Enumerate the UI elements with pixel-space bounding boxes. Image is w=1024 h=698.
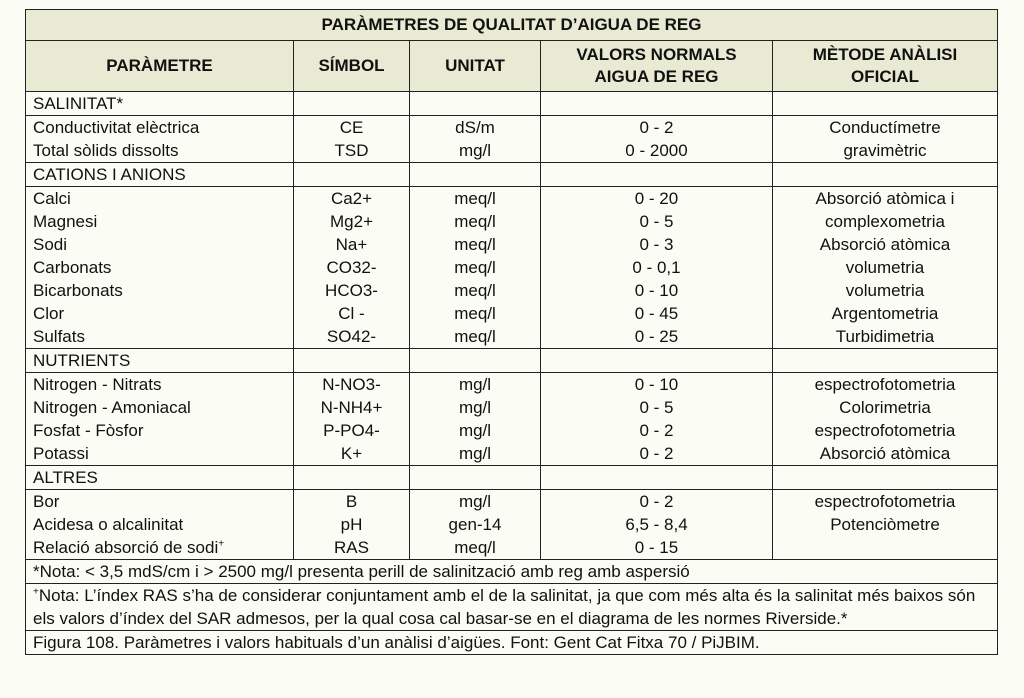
column-simbol: [294, 373, 410, 466]
group-empty-cell: [773, 349, 998, 373]
cell-parametre-text: Carbonats: [33, 258, 112, 277]
cell-valors: [548, 513, 765, 536]
cell-simbol: [301, 210, 402, 233]
cell-parametre-text: Magnesi: [33, 212, 98, 231]
cell-unitat-text: mg/l: [458, 398, 492, 417]
caption-row: [26, 631, 998, 655]
group-empty-cell: [773, 163, 998, 187]
cell-parametre-text: Bicarbonats: [33, 281, 123, 300]
cell-parametre: [33, 373, 286, 396]
cell-unitat: [417, 490, 533, 513]
cell-valors-text: 0 - 5: [639, 398, 674, 417]
cell-unitat-text: meq/l: [454, 235, 496, 254]
cell-unitat-text: mg/l: [458, 141, 492, 160]
cell-simbol-text: RAS: [334, 538, 369, 557]
cell-valors: [548, 396, 765, 419]
cell-simbol-text: CE: [339, 118, 364, 137]
cell-valors: [548, 442, 765, 465]
cell-valors-text: 0 - 2: [639, 421, 674, 440]
cell-valors: [548, 373, 765, 396]
cell-simbol: [301, 513, 402, 536]
cell-valors: [548, 210, 765, 233]
column-simbol: [294, 187, 410, 349]
note-2-text: Nota: L’índex RAS s’ha de considerar conjuntament amb el de la salinitat, ja que com més alta és la salinitat més baixos són els valors d’índex del SAR admesos, per la qual cosa cal basar-se en el diagrama de les normes Riverside.*: [33, 586, 976, 628]
cell-simbol-text: CO32-: [326, 258, 377, 277]
cell-metode-text: volumetria: [845, 258, 925, 277]
cell-valors-text: 0 - 25: [634, 327, 679, 346]
column-unitat: [410, 116, 541, 163]
column-simbol: [294, 490, 410, 560]
group-empty-cell: [773, 92, 998, 116]
cell-valors-text: 0 - 2: [639, 118, 674, 137]
cell-unitat: [417, 373, 533, 396]
water-quality-table: [25, 9, 998, 655]
group-header-row: [26, 92, 998, 116]
cell-metode: [780, 396, 990, 419]
group-empty-cell: [410, 466, 541, 490]
column-valors: [541, 373, 773, 466]
cell-metode-text: complexometria: [825, 212, 945, 231]
cell-metode: [780, 256, 990, 279]
cell-metode: [780, 302, 990, 325]
cell-simbol: [301, 302, 402, 325]
cell-metode-text: Absorció atòmica: [819, 444, 951, 463]
figure-caption: Figura 108. Paràmetres i valors habituals d’un anàlisi d’aigües. Font: Gent Cat Fitxa 70 / PiJBIM.: [26, 631, 998, 655]
cell-metode: [780, 139, 990, 162]
header-metode-line1: MÈTODE ANÀLISI: [812, 45, 958, 64]
note-2-marker: +: [33, 586, 39, 598]
cell-unitat-text: mg/l: [458, 375, 492, 394]
cell-metode-text: Turbidimetria: [835, 327, 935, 346]
cell-metode: [780, 419, 990, 442]
cell-simbol: [301, 139, 402, 162]
group-header-row: [26, 349, 998, 373]
cell-valors: [548, 279, 765, 302]
cell-valors: [548, 256, 765, 279]
cell-metode-text: Absorció atòmica: [819, 235, 951, 254]
column-metode: [773, 187, 998, 349]
cell-parametre-text: Sodi: [33, 235, 68, 254]
cell-parametre-text: Calci: [33, 189, 71, 208]
cell-metode-text: espectrofotometria: [814, 421, 956, 440]
cell-simbol-text: K+: [340, 444, 363, 463]
cell-unitat-text: mg/l: [458, 444, 492, 463]
note-2: [26, 584, 998, 631]
cell-parametre: [33, 210, 286, 233]
cell-unitat: [417, 210, 533, 233]
note-row-1: [26, 560, 998, 584]
cell-valors: [548, 490, 765, 513]
note-row-2: [26, 584, 998, 631]
group-empty-cell: [410, 163, 541, 187]
cell-metode-text: gravimètric: [843, 141, 927, 160]
group-empty-cell: [294, 466, 410, 490]
cell-unitat: [417, 442, 533, 465]
column-unitat: [410, 373, 541, 466]
cell-unitat-text: gen-14: [448, 515, 502, 534]
cell-valors: [548, 139, 765, 162]
column-parametre: [26, 373, 294, 466]
table-title-row: [26, 10, 998, 41]
cell-unitat: [417, 536, 533, 559]
column-metode: [773, 373, 998, 466]
column-unitat: [410, 490, 541, 560]
note-1: *Nota: < 3,5 mdS/cm i > 2500 mg/l presenta perill de salinització amb reg amb aspersió: [26, 560, 998, 584]
group-empty-cell: [294, 92, 410, 116]
cell-metode: [780, 210, 990, 233]
cell-simbol: [301, 279, 402, 302]
cell-parametre: [33, 187, 286, 210]
cell-simbol: [301, 256, 402, 279]
cell-metode: [780, 373, 990, 396]
cell-unitat: [417, 139, 533, 162]
table-title: PARÀMETRES DE QUALITAT D’AIGUA DE REG: [26, 10, 998, 41]
cell-unitat-text: meq/l: [454, 304, 496, 323]
cell-simbol-text: HCO3-: [325, 281, 378, 300]
cell-valors-text: 6,5 - 8,4: [625, 515, 688, 534]
cell-valors-text: 0 - 20: [634, 189, 679, 208]
cell-simbol: [301, 187, 402, 210]
footnote-marker: +: [218, 538, 225, 550]
group-data-row: [26, 490, 998, 560]
cell-unitat: [417, 233, 533, 256]
group-header-row: [26, 163, 998, 187]
cell-simbol-text: pH: [340, 515, 363, 534]
cell-parametre: [33, 442, 286, 465]
cell-simbol-text: N-NH4+: [320, 398, 383, 417]
cell-parametre: [33, 490, 286, 513]
cell-valors-text: 0 - 5: [639, 212, 674, 231]
cell-unitat: [417, 419, 533, 442]
cell-metode-text: Absorció atòmica i: [815, 189, 955, 208]
cell-metode: [780, 490, 990, 513]
cell-unitat: [417, 396, 533, 419]
cell-simbol: [301, 373, 402, 396]
cell-valors-text: 0 - 2: [639, 492, 674, 511]
group-header-row: [26, 466, 998, 490]
header-valors: [541, 41, 773, 92]
header-unitat: UNITAT: [410, 41, 541, 92]
header-simbol: SÍMBOL: [294, 41, 410, 92]
cell-parametre-text: Acidesa o alcalinitat: [33, 515, 184, 534]
column-metode: [773, 116, 998, 163]
cell-unitat-text: meq/l: [454, 281, 496, 300]
group-empty-cell: [294, 163, 410, 187]
group-empty-cell: [773, 466, 998, 490]
cell-parametre: [33, 233, 286, 256]
cell-parametre: [33, 513, 286, 536]
cell-parametre-text: Sulfats: [33, 327, 85, 346]
cell-parametre: [33, 302, 286, 325]
cell-metode-text: Argentometria: [831, 304, 939, 323]
group-empty-cell: [410, 349, 541, 373]
group-data-row: [26, 187, 998, 349]
cell-parametre-text: Fosfat - Fòsfor: [33, 421, 144, 440]
group-empty-cell: [541, 92, 773, 116]
column-valors: [541, 490, 773, 560]
cell-simbol-text: Ca2+: [330, 189, 373, 208]
cell-unitat: [417, 187, 533, 210]
cell-simbol-text: Mg2+: [330, 212, 373, 231]
column-parametre: [26, 490, 294, 560]
cell-valors-text: 0 - 3: [639, 235, 674, 254]
cell-unitat-text: meq/l: [454, 189, 496, 208]
cell-metode-text: Colorimetria: [839, 398, 931, 417]
cell-unitat: [417, 116, 533, 139]
cell-simbol: [301, 490, 402, 513]
cell-valors: [548, 536, 765, 559]
cell-valors: [548, 116, 765, 139]
cell-metode-text: espectrofotometria: [814, 492, 956, 511]
cell-parametre: [33, 536, 286, 559]
cell-metode: [780, 279, 990, 302]
group-data-row: [26, 373, 998, 466]
column-unitat: [410, 187, 541, 349]
cell-metode-text: espectrofotometria: [814, 375, 956, 394]
cell-metode: [780, 536, 990, 559]
cell-parametre-text: Bor: [33, 492, 60, 511]
cell-simbol: [301, 233, 402, 256]
cell-valors-text: 0 - 10: [634, 375, 679, 394]
cell-unitat-text: mg/l: [458, 492, 492, 511]
cell-valors: [548, 187, 765, 210]
cell-metode-text: Potenciòmetre: [830, 515, 940, 534]
group-empty-cell: [541, 466, 773, 490]
cell-valors: [548, 233, 765, 256]
cell-parametre: [33, 256, 286, 279]
cell-valors-text: 0 - 45: [634, 304, 679, 323]
cell-unitat: [417, 513, 533, 536]
cell-parametre: [33, 396, 286, 419]
column-parametre: [26, 187, 294, 349]
cell-metode: [780, 116, 990, 139]
cell-valors: [548, 419, 765, 442]
column-simbol: [294, 116, 410, 163]
cell-unitat-text: dS/m: [455, 118, 495, 137]
cell-unitat: [417, 256, 533, 279]
column-header-row: [26, 41, 998, 92]
column-parametre: [26, 116, 294, 163]
cell-simbol: [301, 325, 402, 348]
cell-parametre: [33, 279, 286, 302]
cell-metode: [780, 442, 990, 465]
cell-simbol-text: SO42-: [326, 327, 377, 346]
cell-parametre-text: Potassi: [33, 444, 89, 463]
cell-simbol: [301, 419, 402, 442]
cell-parametre-text: Conductivitat elèctrica: [33, 118, 200, 137]
group-name: NUTRIENTS: [26, 349, 294, 373]
cell-simbol: [301, 116, 402, 139]
cell-metode: [780, 187, 990, 210]
cell-simbol-text: TSD: [334, 141, 369, 160]
cell-parametre: [33, 419, 286, 442]
column-valors: [541, 187, 773, 349]
cell-unitat: [417, 279, 533, 302]
cell-unitat-text: meq/l: [454, 327, 496, 346]
cell-unitat: [417, 325, 533, 348]
cell-valors-text: 0 - 2: [639, 444, 674, 463]
cell-valors: [548, 325, 765, 348]
cell-unitat-text: meq/l: [454, 258, 496, 277]
cell-parametre: [33, 139, 286, 162]
cell-parametre: [33, 116, 286, 139]
column-metode: [773, 490, 998, 560]
group-name: CATIONS I ANIONS: [26, 163, 294, 187]
cell-valors-text: 0 - 0,1: [632, 258, 681, 277]
header-valors-line2: AIGUA DE REG: [594, 67, 719, 86]
cell-simbol: [301, 536, 402, 559]
cell-simbol-text: P-PO4-: [323, 421, 380, 440]
cell-metode: [780, 325, 990, 348]
group-empty-cell: [541, 349, 773, 373]
group-name: SALINITAT*: [26, 92, 294, 116]
cell-simbol-text: N-NO3-: [322, 375, 381, 394]
group-empty-cell: [294, 349, 410, 373]
cell-parametre-text: Relació absorció de sodi: [33, 538, 219, 557]
cell-metode-text: volumetria: [845, 281, 925, 300]
group-data-row: [26, 116, 998, 163]
column-valors: [541, 116, 773, 163]
header-metode-line2: OFICIAL: [851, 67, 919, 86]
cell-parametre-text: Nitrogen - Nitrats: [33, 375, 162, 394]
cell-simbol-text: Cl -: [338, 304, 365, 323]
group-empty-cell: [410, 92, 541, 116]
cell-valors-text: 0 - 15: [634, 538, 679, 557]
cell-parametre-text: Total sòlids dissolts: [33, 141, 179, 160]
cell-metode: [780, 233, 990, 256]
cell-simbol-text: Na+: [335, 235, 368, 254]
cell-simbol: [301, 442, 402, 465]
cell-parametre-text: Clor: [33, 304, 65, 323]
cell-simbol: [301, 396, 402, 419]
header-parametre: PARÀMETRE: [26, 41, 294, 92]
cell-parametre-text: Nitrogen - Amoniacal: [33, 398, 191, 417]
cell-unitat-text: meq/l: [454, 538, 496, 557]
header-valors-line1: VALORS NORMALS: [576, 45, 737, 64]
header-metode: [773, 41, 998, 92]
cell-unitat: [417, 302, 533, 325]
cell-metode-text: Conductímetre: [829, 118, 941, 137]
cell-unitat-text: mg/l: [458, 421, 492, 440]
cell-valors-text: 0 - 10: [634, 281, 679, 300]
group-empty-cell: [541, 163, 773, 187]
cell-valors-text: 0 - 2000: [625, 141, 688, 160]
cell-parametre: [33, 325, 286, 348]
cell-simbol-text: B: [345, 492, 358, 511]
cell-valors: [548, 302, 765, 325]
cell-unitat-text: meq/l: [454, 212, 496, 231]
group-name: ALTRES: [26, 466, 294, 490]
cell-metode: [780, 513, 990, 536]
